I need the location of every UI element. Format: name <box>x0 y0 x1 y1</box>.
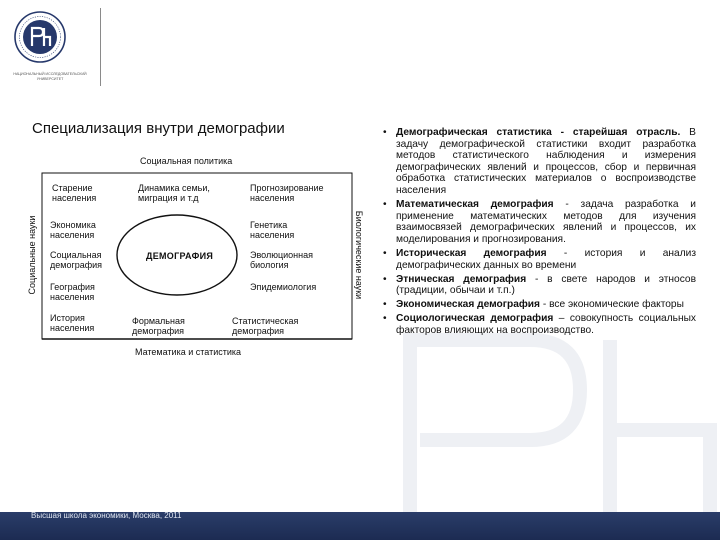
left-axis-label: Социальные науки <box>27 215 37 295</box>
box-evolutionary-biology: Эволюционная биология <box>250 250 313 271</box>
university-logo-icon <box>13 10 67 64</box>
box-aging: Старение населения <box>52 183 97 204</box>
box-epidemiology: Эпидемиология <box>250 282 317 292</box>
bullet-term: Демографическая статистика - старейшая отрасль. <box>396 127 681 138</box>
list-item <box>380 313 696 336</box>
footer-text: Высшая школа экономики, Москва, 2011 <box>31 511 182 520</box>
bullet-term: Математическая демография <box>396 199 554 211</box>
box-history: История населения <box>50 313 95 334</box>
box-social-demography: Социальная демография <box>50 250 103 271</box>
bullet-text: – совокупность социальных факторов влияющих на воспроизводство. <box>396 313 696 336</box>
right-axis-label: Биологические науки <box>354 210 364 300</box>
list-item <box>380 199 696 245</box>
list-item <box>380 248 696 271</box>
bullet-term: Историческая демография <box>396 247 547 259</box>
bullet-term: Социологическая демография <box>396 313 554 325</box>
diagram-bottom-label: Математика и статистика <box>135 347 242 357</box>
bullet-text: - все экономические факторы <box>540 299 684 311</box>
header-divider <box>100 8 101 86</box>
box-statistical-demography: Статистическая демография <box>232 316 299 337</box>
list-item <box>380 127 696 197</box>
bullet-text: - история и анализ демографических данных во времени <box>396 247 697 271</box>
bullet-term: Этническая демография <box>396 273 527 285</box>
box-geography: География населения <box>50 282 95 303</box>
specialization-list <box>380 127 696 339</box>
box-genetics: Генетика населения <box>250 220 295 241</box>
bullet-text: - задача разработка и применение математических методов для изучения взаимосвязей демографических явлений и процессов, их моделирования и прогнозирования. <box>396 199 696 245</box>
diagram-top-label: Социальная политика <box>140 156 233 166</box>
box-economics: Экономика населения <box>50 220 96 241</box>
logo-caption: НАЦИОНАЛЬНЫЙ ИССЛЕДОВАТЕЛЬСКИЙ УНИВЕРСИТЕТ <box>13 72 87 81</box>
box-family-dynamics: Динамика семьи, миграция и т.д <box>138 183 210 204</box>
bullet-text: - в свете народов и этносов (традиции, обычаи и т.п.) <box>396 273 696 297</box>
list-item <box>380 274 696 297</box>
list-item <box>380 299 696 311</box>
bullet-term: Экономическая демография <box>396 299 541 311</box>
diagram-center-label: ДЕМОГРАФИЯ <box>146 251 214 261</box>
box-formal-demography: Формальная демография <box>132 316 185 337</box>
slide-title: Специализация внутри демографии <box>32 120 285 137</box>
box-forecasting: Прогнозирование населения <box>250 183 324 204</box>
bullet-text: В задачу демографической статистики входит разработка методов статистического наблюдения и измерения демографических явлений и процессов, сбор и первичная обработка статистических материалов о воспроизводстве населения <box>396 127 696 196</box>
